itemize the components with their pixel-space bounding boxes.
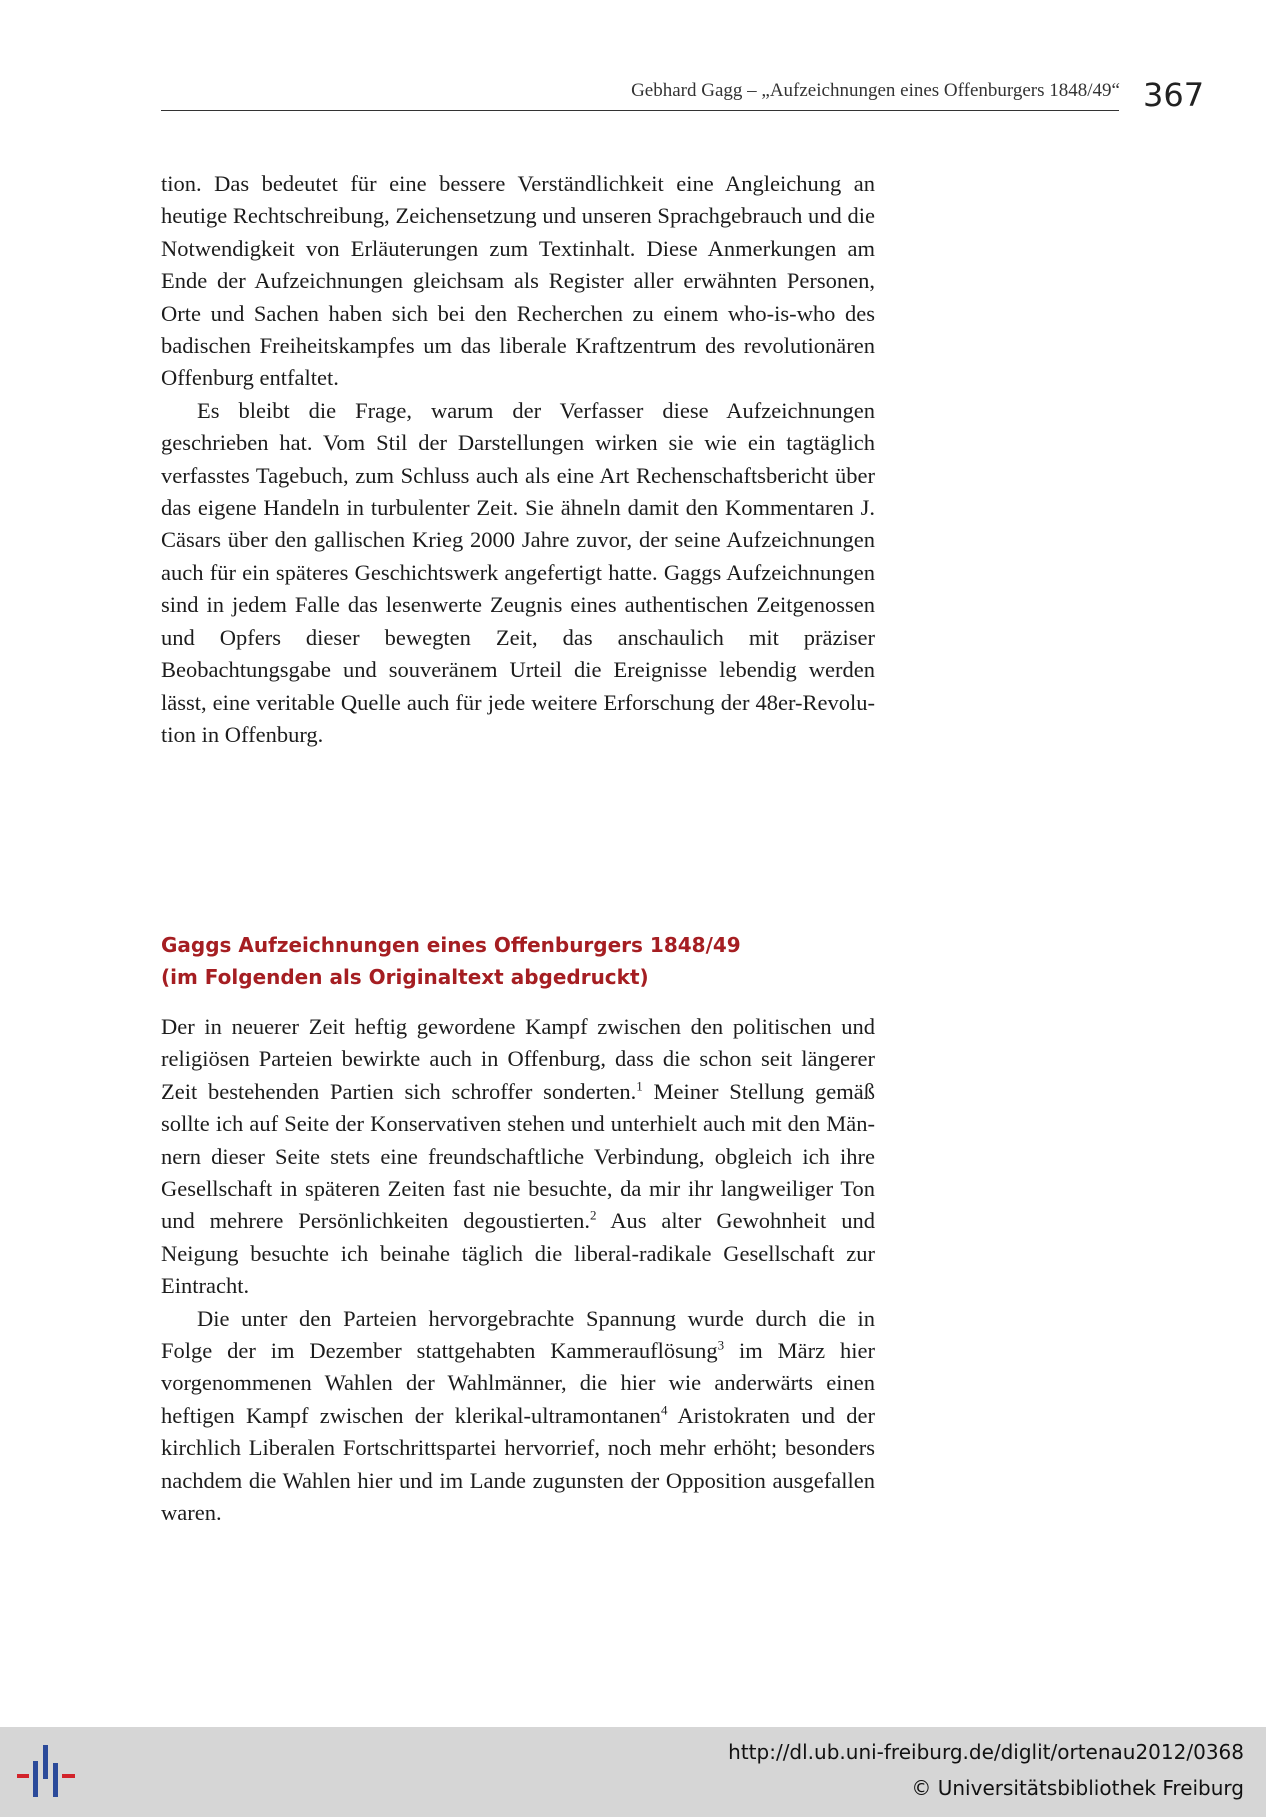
page-number: 367 [1143,76,1205,114]
running-header: Gebhard Gagg – „Aufzeichnungen eines Offenburgers 1848/49“ [631,80,1120,101]
original-text [161,1011,875,1530]
text-run: Aus alter Gewohnheit und Neigung besuchte ich beinahe täglich die liberal-radikale Gesellschaft zur Eintracht. [161,1208,875,1299]
text-run: im März hier vorgenommenen Wahlen der Wahlmänner, die hier wie anderwärts einen heftigen Kampf zwischen der klerikal-ultramontanen [161,1338,875,1428]
paragraph [161,1011,875,1303]
library-logo-icon [16,1743,78,1799]
footnote-ref[interactable]: 1 [636,1078,643,1094]
intro-text [161,168,875,751]
text-run: Der in neuerer Zeit heftig gewordene Kampf zwischen den politischen und religiösen Parteien bewirkte auch in Offenburg, dass die schon seit längerer Zeit bestehenden Partien sich schroffer sonderten. [161,1014,875,1104]
source-url-link[interactable]: http://dl.ub.uni-freiburg.de/diglit/ortenau2012/0368 [728,1740,1244,1764]
section-heading-line: (im Folgenden als Originaltext abgedruckt) [161,965,649,989]
footnote-ref[interactable]: 4 [660,1402,668,1418]
section-heading [161,929,875,993]
paragraph: Es bleibt die Frage, warum der Verfasser diese Aufzeichnungen geschrieben hat. Vom Stil der Darstellungen wirken sie wie ein tagtäglich verfasstes Tagebuch, zum Schluss auch als eine Art Rechenschaftsbericht über das eigene Handeln in turbulenter Zeit. Sie ähneln damit den Kommentaren J. Cäsars über den gallischen Krieg 2000 Jahre zuvor, der seine Aufzeichnungen auch für ein späteres Geschichtswerk angefertigt hatte. Gaggs Aufzeichnungen sind in jedem Falle das lesenwerte Zeugnis eines authentischen Zeitgenossen und Opfers dieser bewegten Zeit, das anschaulich mit präziser Beobachtungsgabe und souveränem Urteil die Ereignisse lebendig werden lässt, eine veritable Quelle auch für jede weitere Erforschung der 48er-Revolution in Offenburg. [161,397,875,747]
text-run: Aristokraten und der kirchlich Liberalen Fortschrittspartei hervorrief, noch mehr erhöht; besonders nachdem die Wahlen hier und im Lande zugunsten der Opposition ausgefallen waren. [161,1402,875,1526]
text-run: Meiner Stellung gemäß sollte ich auf Seite der Konservativen stehen und unterhielt auch mit den Männern dieser Seite stets eine freundschaftliche Verbindung, obgleich ich ihre Gesellschaft in späteren Zeiten fast nie besuchte, da mir ihr langweiliger Ton und mehrere Persönlichkeiten degoustierten. [161,1078,875,1234]
text-run: Die unter den Parteien hervorgebrachte Spannung wurde durch die in Folge der im Dezember stattgehabten Kammerauflösung [161,1305,875,1364]
paragraph: tion. Das bedeutet für eine bessere Verständlichkeit eine Angleichung an heutige Rechtschreibung, Zeichensetzung und unseren Sprachgebrauch und die Notwendigkeit von Erläuterungen zum Textinhalt. Diese Anmerkungen am Ende der Aufzeichnungen gleichsam als Register aller erwähnten Personen, Orte und Sachen haben sich bei den Recherchen zu einem who-is-who des badischen Freiheitskampfes um das liberale Kraftzentrum des revolutionären Offenburg entfaltet. [161,171,875,391]
section-heading-line: Gaggs Aufzeichnungen eines Offenburgers 1848/49 [161,933,741,957]
footnote-ref[interactable]: 2 [590,1207,597,1223]
copyright-notice: © Universitätsbibliothek Freiburg [911,1776,1244,1800]
paragraph [161,1303,875,1530]
footnote-ref[interactable]: 3 [717,1337,725,1353]
header-rule [161,110,1119,111]
